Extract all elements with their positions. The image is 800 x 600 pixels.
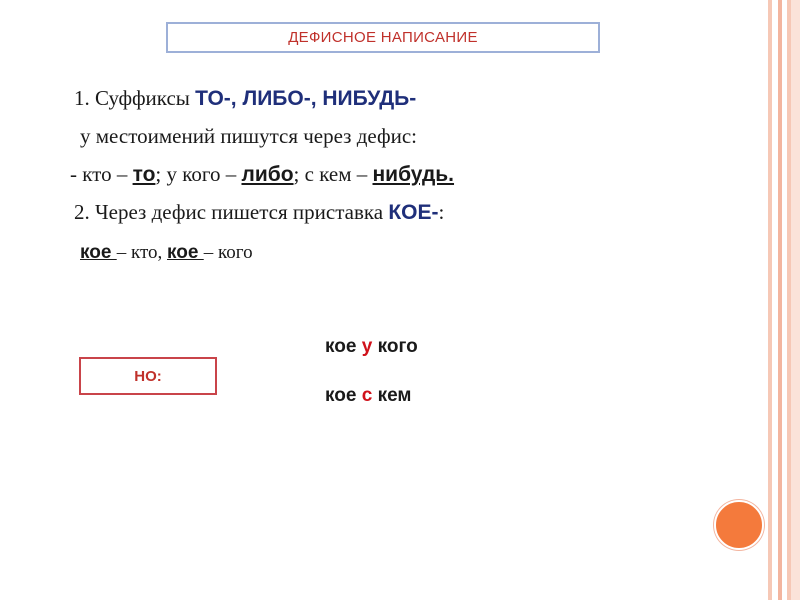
rule-1-examples: [70, 162, 454, 187]
rule-2-heading: [74, 200, 444, 225]
exception-1-end: кого: [372, 336, 418, 357]
example-word-nibud: нибудь.: [372, 163, 455, 186]
rule-1-heading: [74, 86, 416, 111]
rule-1-text: у местоимений пишутся через дефис:: [80, 124, 417, 148]
rule-2-prefix-word: КОЕ-: [388, 201, 439, 224]
exception-2-start: кое: [325, 385, 362, 406]
example-koe-1: кое: [80, 242, 117, 263]
exception-1-preposition: у: [361, 336, 373, 357]
exception-2-end: кем: [372, 385, 412, 406]
exception-1-start: кое: [325, 336, 362, 357]
example-sep-2: ; с кем –: [293, 162, 373, 186]
example-koe-2: кое: [167, 242, 204, 263]
rule-1-prefix: 1. Суффиксы: [74, 86, 196, 110]
exception-2-preposition: с: [361, 385, 373, 406]
slide-title: ДЕФИСНОЕ НАПИСАНИЕ: [166, 22, 600, 53]
decorative-orange-circle: [714, 500, 764, 550]
exception-line-2: [325, 385, 411, 407]
example-sep-kto: – кто,: [116, 242, 168, 263]
example-sep-1: ; у кого –: [155, 162, 242, 186]
rule-1-suffixes: ТО-, ЛИБО-, НИБУДЬ-: [195, 87, 417, 110]
rule-2-prefix: 2. Через дефис пишется приставка: [74, 200, 389, 224]
rule-2-colon: :: [438, 200, 445, 224]
example-sep-kogo: – кого: [203, 242, 253, 263]
exception-line-1: [325, 336, 418, 358]
example-lead: - кто –: [70, 162, 133, 186]
decorative-stripes: [760, 0, 800, 600]
example-word-libo: либо: [241, 163, 294, 186]
example-word-to: то: [132, 163, 156, 186]
but-label-box: НО:: [79, 357, 217, 395]
rule-2-examples: [80, 242, 253, 264]
